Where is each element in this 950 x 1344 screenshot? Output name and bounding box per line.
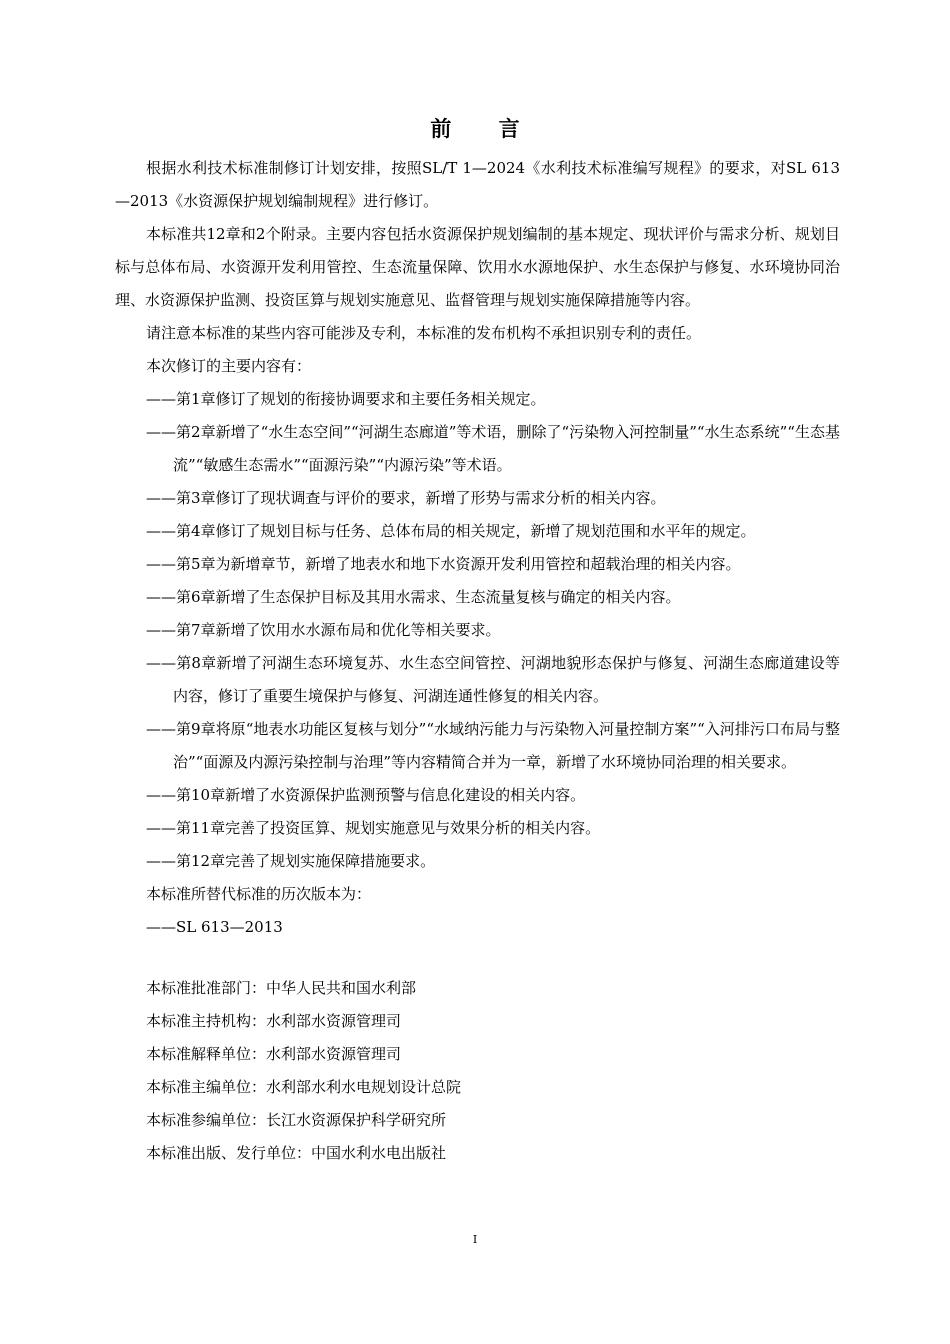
revision-item: ——第4章修订了规划目标与任务、总体布局的相关规定，新增了规划范围和水平年的规定。 [146, 522, 756, 540]
org-publisher [115, 1137, 840, 1170]
intro-paragraph: 根据水利技术标准制修订计划安排，按照SL/T 1—2024《水利技术标准编写规程》的要求，对SL 613—2013《水资源保护规划编制规程》进行修订。 [115, 159, 840, 210]
org-value: 中华人民共和国水利部 [266, 979, 417, 997]
revision-item: ——第9章将原“地表水功能区复核与划分”“水域纳污能力与污染物入河量控制方案”“入河排污口布局与整治”“面源及内源污染控制与治理”等内容精简合并为一章，新增了水环境协同治理的相关要求。 [146, 720, 840, 771]
revision-item: ——第3章修订了现状调查与评价的要求，新增了形势与需求分析的相关内容。 [146, 489, 666, 507]
org-host [115, 1005, 840, 1038]
revision-item: ——第10章新增了水资源保护监测预警与信息化建设的相关内容。 [146, 786, 586, 804]
history-item: ——SL 613—2013 [146, 918, 283, 936]
page-title: 前 言 [430, 117, 540, 141]
org-interpretation [115, 1038, 840, 1071]
org-label: 本标准解释单位： [146, 1045, 267, 1063]
org-label: 本标准出版、发行单位： [146, 1144, 312, 1162]
org-label: 本标准主编单位： [146, 1078, 267, 1096]
page-number: I [472, 1233, 478, 1246]
scope-paragraph: 本标准共12章和2个附录。主要内容包括水资源保护规划编制的基本规定、现状评价与需求分析、规划目标与总体布局、水资源开发利用管控、生态流量保障、饮用水水源地保护、水生态保护与修复、水环境协同治理、水资源保护监测、投资匡算与规划实施意见、监督管理与规划实施保障措施等内容。 [115, 225, 840, 309]
revision-item: ——第8章新增了河湖生态环境复苏、水生态空间管控、河湖地貌形态保护与修复、河湖生态廊道建设等内容，修订了重要生境保护与修复、河湖连通性修复的相关内容。 [146, 654, 840, 705]
org-label: 本标准参编单位： [146, 1111, 267, 1129]
org-label: 本标准主持机构： [146, 1012, 267, 1030]
document-body [115, 152, 840, 1170]
revision-item: ——第12章完善了规划实施保障措施要求。 [146, 852, 436, 870]
revision-item: ——第6章新增了生态保护目标及其用水需求、生态流量复核与确定的相关内容。 [146, 588, 681, 606]
org-value: 水利部水资源管理司 [266, 1012, 402, 1030]
revision-item: ——第2章新增了“水生态空间”“河湖生态廊道”等术语，删除了“污染物入河控制量”“水生态系统”“生态基流”“敏感生态需水”“面源污染”“内源污染”等术语。 [146, 423, 840, 474]
revision-item: ——第7章新增了饮用水水源布局和优化等相关要求。 [146, 621, 501, 639]
spacer [115, 944, 840, 972]
revision-intro-paragraph: 本次修订的主要内容有： [146, 357, 312, 375]
history-intro: 本标准所替代标准的历次版本为： [146, 885, 372, 903]
org-value: 中国水利水电出版社 [311, 1144, 447, 1162]
patent-notice-paragraph: 请注意本标准的某些内容可能涉及专利，本标准的发布机构不承担识别专利的责任。 [146, 324, 702, 342]
revision-item: ——第5章为新增章节，新增了地表水和地下水资源开发利用管控和超载治理的相关内容。 [146, 555, 741, 573]
org-approval [115, 972, 840, 1005]
org-value: 水利部水资源管理司 [266, 1045, 402, 1063]
revision-item: ——第11章完善了投资匡算、规划实施意见与效果分析的相关内容。 [146, 819, 601, 837]
org-value: 水利部水利水电规划设计总院 [266, 1078, 462, 1096]
org-label: 本标准批准部门： [146, 979, 267, 997]
org-value: 长江水资源保护科学研究所 [266, 1111, 447, 1129]
org-participant [115, 1104, 840, 1137]
org-chief-editor [115, 1071, 840, 1104]
revision-item: ——第1章修订了规划的衔接协调要求和主要任务相关规定。 [146, 390, 546, 408]
